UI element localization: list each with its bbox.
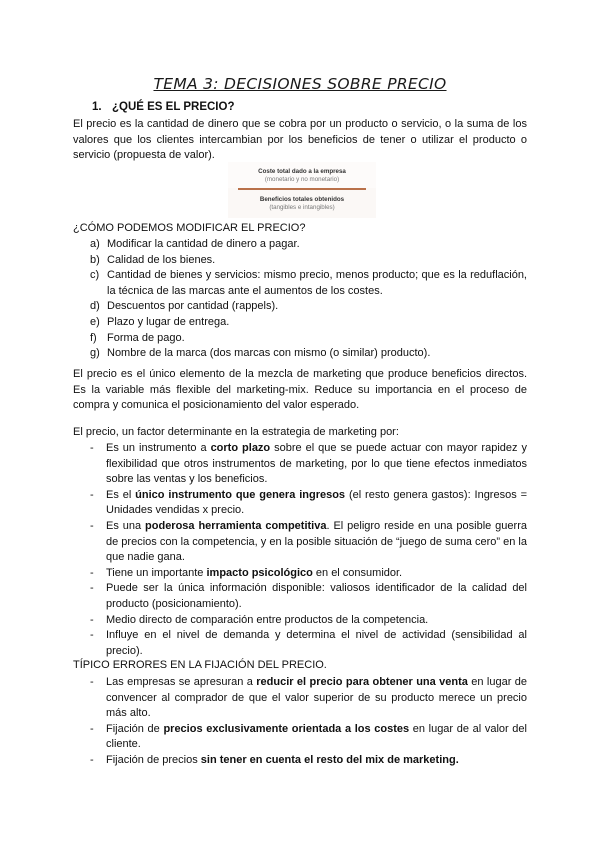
list-marker: - bbox=[90, 629, 94, 642]
modify-list-item bbox=[90, 237, 527, 253]
intro-paragraph: El precio es la cantidad de dinero que se cobra por un producto o servicio, o la suma de los valores que los clientes intercambian por los beneficios de tener o utilizar el producto o servicio (propuesta de valor). bbox=[73, 118, 527, 162]
item-text-bold: precios exclusivamente orientada a los costes bbox=[163, 722, 410, 735]
item-text-pre: Puede ser la única información disponible: valiosos identificador de la calidad del producto (posicionamiento). bbox=[106, 582, 527, 610]
heading-text: ¿QUÉ ES EL PRECIO? bbox=[112, 101, 235, 113]
error-list-item bbox=[90, 722, 527, 753]
figure-top-title: Coste total dado a la empresa bbox=[258, 168, 346, 175]
item-text: Calidad de los bienes. bbox=[107, 253, 216, 266]
item-text: Cantidad de bienes y servicios: mismo precio, menos producto; que es la reduflación, la técnica de las marcas ante el aumentos de los costes. bbox=[107, 269, 527, 297]
error-list-item bbox=[90, 753, 527, 769]
modify-list bbox=[90, 237, 527, 362]
value-figure bbox=[228, 162, 376, 218]
item-text-pre: Es un instrumento a bbox=[106, 442, 211, 454]
item-text-bold: sin tener en cuenta el resto del mix de marketing. bbox=[200, 753, 459, 766]
item-text-pre: Es el bbox=[106, 488, 136, 501]
list-marker: - bbox=[90, 613, 94, 626]
figure-top-sub: (monetario y no monetario) bbox=[264, 175, 340, 183]
item-text-pre: Fijación de bbox=[106, 722, 164, 735]
errors-list bbox=[90, 675, 527, 769]
modify-list-item bbox=[90, 299, 527, 315]
item-text: Forma de pago. bbox=[107, 331, 185, 344]
list-marker: - bbox=[90, 722, 94, 735]
item-text-bold: reducir el precio para obtener una venta bbox=[256, 676, 468, 688]
factor-list-item bbox=[90, 488, 527, 519]
factor-list-item bbox=[90, 613, 527, 629]
item-text-post: en lugar de al valor del cliente. bbox=[106, 722, 527, 751]
list-marker: b) bbox=[90, 253, 100, 266]
modify-list-item bbox=[90, 268, 527, 299]
item-text-pre: Las empresas se apresuran a bbox=[106, 676, 257, 688]
list-marker: g) bbox=[90, 347, 100, 360]
list-marker: - bbox=[90, 519, 94, 532]
list-marker: - bbox=[90, 566, 94, 579]
factor-list-item bbox=[90, 628, 527, 659]
list-marker: e) bbox=[90, 315, 100, 328]
figure-divider bbox=[238, 188, 366, 190]
errors-heading: TÍPICO ERRORES EN LA FIJACIÓN DEL PRECIO. bbox=[73, 659, 327, 671]
item-text-bold: único instrumento que genera ingresos bbox=[135, 488, 346, 501]
figure-bottom-title: Beneficios totales obtenidos bbox=[259, 196, 345, 203]
item-text: Nombre de la marca (dos marcas con mismo (o similar) producto). bbox=[107, 347, 431, 360]
figure-bottom-text bbox=[228, 196, 376, 211]
factor-list-item bbox=[90, 441, 527, 488]
item-text-post: (el resto genera gastos): Ingresos = Unidades vendidas x precio. bbox=[106, 488, 528, 517]
item-text: Descuentos por cantidad (rappels). bbox=[107, 300, 279, 313]
error-list-item bbox=[90, 675, 527, 722]
list-marker: a) bbox=[90, 238, 100, 250]
item-text-post: en lugar de convencer al comprador de que el valor superior de su producto merece un precio más alto. bbox=[106, 676, 527, 720]
figure-bottom-sub: (tangibles e intangibles) bbox=[269, 203, 335, 211]
factor-intro: El precio, un factor determinante en la estrategia de marketing por: bbox=[73, 426, 399, 438]
modify-list-item bbox=[90, 253, 527, 269]
list-marker: f) bbox=[90, 331, 97, 344]
factor-list-item bbox=[90, 581, 527, 612]
list-marker: - bbox=[90, 442, 94, 454]
list-marker: d) bbox=[90, 300, 100, 313]
modify-list-item bbox=[90, 346, 527, 362]
section-heading-1 bbox=[92, 101, 234, 113]
item-text-post: sobre el que se puede actuar con mayor rapidez y flexibilidad que otros instrumentos de marketing, por lo que tiene efectos inmediatos sobre las ventas y los beneficios. bbox=[106, 442, 527, 486]
item-text-pre: Fijación de precios bbox=[106, 753, 201, 766]
heading-number: 1. bbox=[92, 101, 102, 113]
modify-list-item bbox=[90, 331, 527, 347]
page-title: TEMA 3: DECISIONES SOBRE PRECIO bbox=[153, 75, 447, 93]
item-text-bold: impacto psicológico bbox=[206, 566, 313, 579]
factor-list-item bbox=[90, 519, 527, 566]
factor-list bbox=[90, 441, 527, 659]
figure-top-text bbox=[228, 168, 376, 183]
list-marker: - bbox=[90, 676, 94, 688]
list-marker: c) bbox=[90, 269, 100, 282]
item-text: Modificar la cantidad de dinero a pagar. bbox=[107, 238, 300, 250]
item-text-pre: Influye en el nivel de demanda y determina el nivel de actividad (sensibilidad al precio). bbox=[106, 629, 527, 657]
item-text: Plazo y lugar de entrega. bbox=[107, 315, 230, 328]
modify-heading: ¿CÓMO PODEMOS MODIFICAR EL PRECIO? bbox=[73, 222, 306, 234]
modify-list-item bbox=[90, 315, 527, 331]
item-text-bold: poderosa herramienta competitiva bbox=[145, 519, 327, 532]
list-marker: - bbox=[90, 582, 94, 595]
list-marker: - bbox=[90, 488, 94, 501]
paragraph-2: El precio es el único elemento de la mezcla de marketing que produce beneficios directos. Es la variable más flexible del marketing-mix. Reduce su importancia en el proceso de compra y comunica el posicionamiento del valor esperado. bbox=[73, 368, 527, 412]
item-text-post: en el consumidor. bbox=[312, 566, 403, 579]
item-text-pre: Tiene un importante bbox=[106, 566, 207, 579]
item-text-pre: Medio directo de comparación entre productos de la competencia. bbox=[106, 613, 429, 626]
item-text-post: . El peligro reside en una posible guerra de precios con la competencia, y en la posible situación de “juego de suma cero” en la que nadie gana. bbox=[106, 519, 527, 564]
list-marker: - bbox=[90, 753, 94, 766]
factor-list-item bbox=[90, 566, 527, 582]
item-text-pre: Es una bbox=[106, 519, 146, 532]
item-text-bold: corto plazo bbox=[210, 442, 271, 454]
